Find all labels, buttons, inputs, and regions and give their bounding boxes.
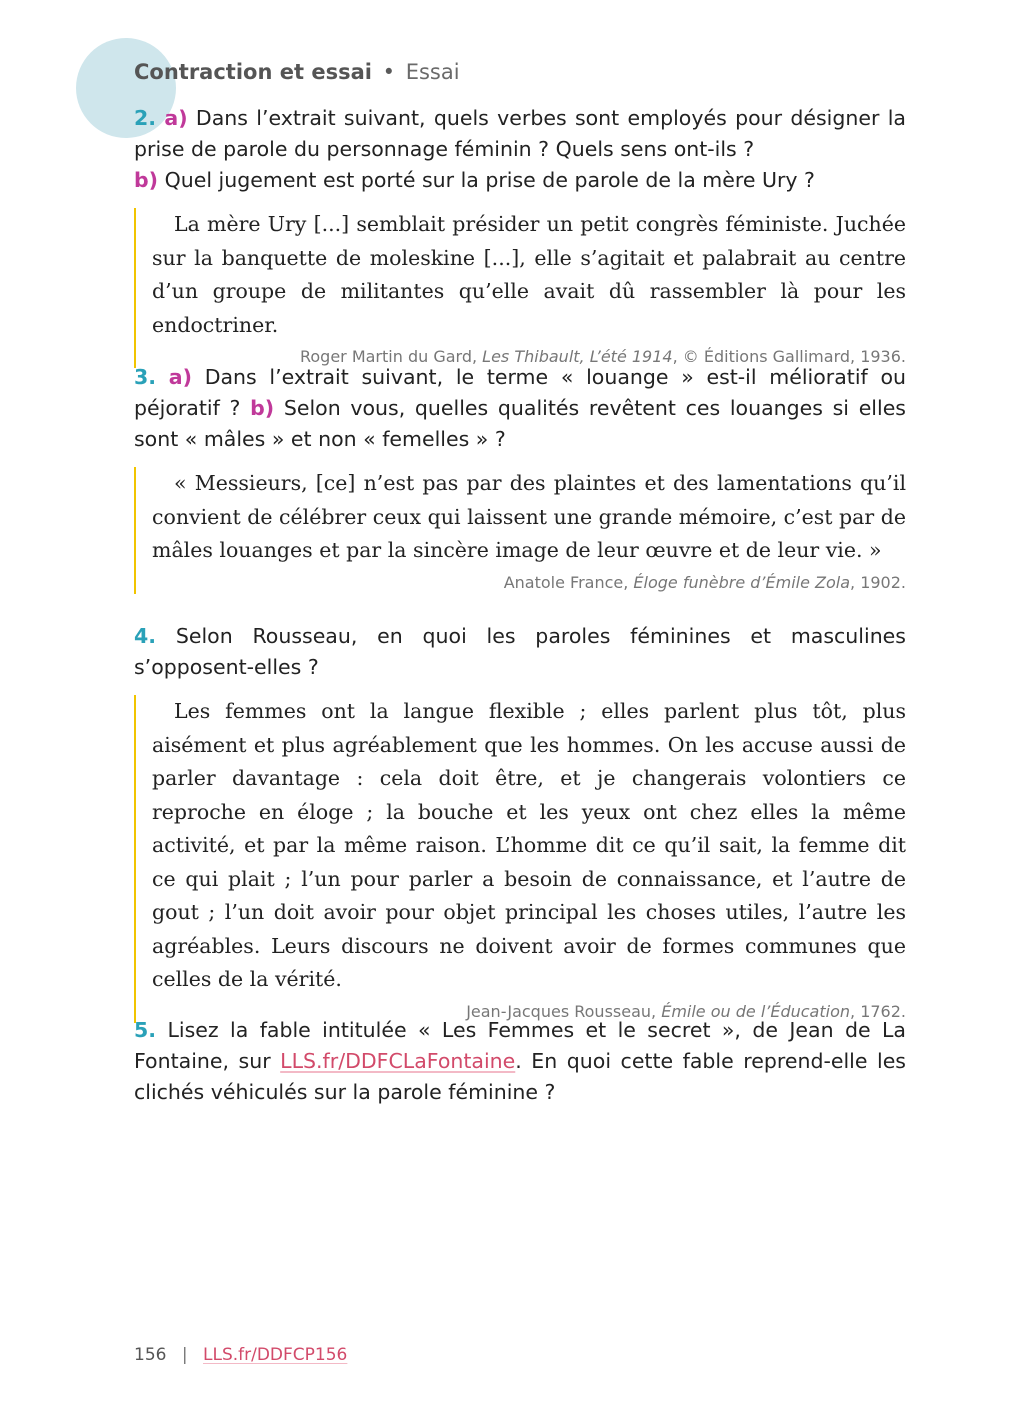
section-title: Contraction et essai — [134, 60, 372, 84]
footer-separator: | — [181, 1345, 188, 1365]
source-work: Éloge funèbre d’Émile Zola — [633, 572, 851, 592]
footer-link[interactable]: LLS.fr/DDFCP156 — [203, 1345, 348, 1365]
question-2 — [134, 103, 906, 196]
sub-label-a: a) — [168, 365, 192, 389]
source-work: Émile ou de l’Éducation — [661, 1001, 851, 1021]
source-rest: , 1902. — [850, 572, 906, 592]
quote-text: La mère Ury [...] semblait présider un petit congrès féministe. Juchée sur la banquette de moleskine [...], elle s’agitait et palabrait au centre d’un groupe de militantes qu’elle avait dû rassembler là pour les endoctriner. — [152, 212, 906, 337]
subsection-title: Essai — [405, 60, 460, 84]
source-author: Anatole France, — [503, 572, 634, 592]
quote-martin-du-gard — [134, 208, 906, 368]
question-text-b: Quel jugement est porté sur la prise de parole de la mère Ury ? — [164, 168, 815, 192]
question-number: 3. — [134, 365, 157, 389]
page-number: 156 — [134, 1345, 167, 1365]
source-rest: , © Éditions Gallimard, 1936. — [672, 347, 906, 366]
source-rest: , 1762. — [850, 1001, 906, 1021]
question-text-after: . En quoi cette fable reprend-elle les clichés véhiculés sur la parole féminine ? — [134, 1049, 906, 1104]
page-footer — [134, 1342, 347, 1368]
quote-source — [152, 572, 906, 594]
question-number: 4. — [134, 624, 157, 648]
question-text-b: Selon vous, quelles qualités revêtent ces louanges si elles sont « mâles » et non « femelles » ? — [134, 396, 906, 451]
question-number: 5. — [134, 1018, 157, 1042]
quote-anatole-france — [134, 467, 906, 594]
source-work: Les Thibault, L’été 1914 — [482, 347, 673, 366]
la-fontaine-link[interactable]: LLS.fr/DDFCLaFontaine — [280, 1049, 516, 1073]
question-5 — [134, 1015, 906, 1108]
page-header — [134, 57, 460, 87]
quote-text: Les femmes ont la langue flexible ; elles parlent plus tôt, plus aisément et plus agréablement que les hommes. On les accuse aussi de parler davantage : cela doit être, et je changerais volontiers ce reproche en éloge ; la bouche et les yeux ont chez elles la même activité, et par la même raison. L’homme dit ce qu’il sait, la femme dit ce qui plait ; l’un pour parler a besoin de connaissance, et l’autre de gout ; l’un doit avoir pour objet principal les choses utiles, l’autre les agréables. Leurs discours ne doivent avoir de formes communes que celles de la vérité. — [152, 699, 906, 991]
source-author: Roger Martin du Gard, — [299, 347, 483, 366]
question-3 — [134, 362, 906, 455]
question-text-a: Dans l’extrait suivant, quels verbes sont employés pour désigner la prise de parole du personnage féminin ? Quels sens ont-ils ? — [134, 106, 906, 161]
quote-rousseau — [134, 695, 906, 1023]
sub-label-b: b) — [134, 168, 159, 192]
question-text-a: Dans l’extrait suivant, le terme « louange » est-il mélioratif ou péjoratif ? — [134, 365, 906, 420]
question-number: 2. — [134, 106, 157, 130]
header-separator: • — [382, 60, 396, 84]
quote-text: « Messieurs, [ce] n’est pas par des plaintes et des lamentations qu’il convient de célébrer ceux qui laissent une grande mémoire, c’est par de mâles louanges et par la sincère image de leur œuvre et de leur vie. » — [152, 471, 906, 562]
source-author: Jean-Jacques Rousseau, — [466, 1001, 662, 1021]
sub-label-a: a) — [164, 106, 188, 130]
question-text-before: Lisez la fable intitulée « Les Femmes et le secret », de Jean de La Fontaine, sur — [134, 1018, 906, 1073]
sub-label-b: b) — [250, 396, 275, 420]
question-4 — [134, 621, 906, 683]
question-text: Selon Rousseau, en quoi les paroles féminines et masculines s’opposent-elles ? — [134, 624, 906, 679]
